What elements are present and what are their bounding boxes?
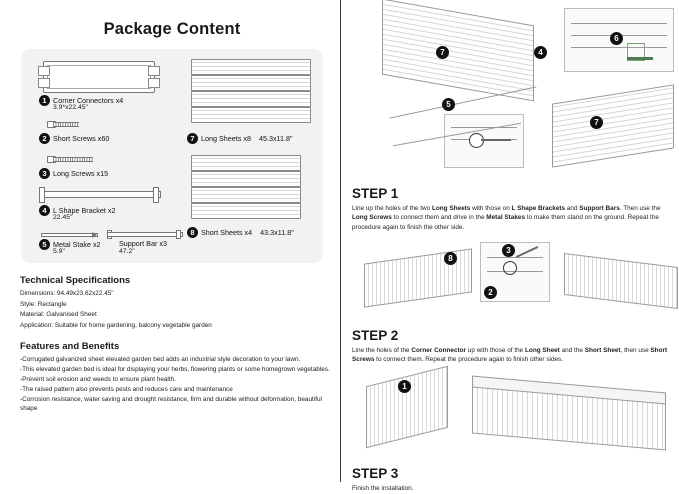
part-dimension-6: 47.2": [119, 248, 135, 255]
page-title: Package Content: [103, 20, 241, 38]
long-sheet-illustration: [191, 107, 311, 123]
features-and-benefits: [20, 341, 330, 414]
part-number-badge: 3: [39, 168, 50, 179]
long-sheet-illustration: [191, 59, 311, 75]
part-label: Short Sheets x4: [201, 228, 253, 237]
callout-4: 4: [534, 46, 547, 59]
part-label: Support Bar x3: [119, 239, 167, 248]
l-bracket-illustration: [39, 187, 159, 201]
long-sheet-right: [564, 253, 678, 309]
part-label: Short Screws x60: [53, 134, 110, 143]
long-sheet-illustration: [191, 75, 311, 91]
left-column: [0, 0, 340, 482]
long-screw-illustration: [47, 156, 95, 161]
spec-line: Dimensions: 94.49x23.62x22.45": [20, 290, 114, 297]
part-dimension-7: 45.3x11.8": [258, 134, 293, 143]
part-item-8: [187, 227, 294, 238]
feature-line: -Prevent soil erosion and weeds to ensure plant health.: [20, 375, 176, 383]
part-number-badge: 1: [39, 95, 50, 106]
feature-line: -The raised pattern also prevents pests and reduces care and maintenance: [20, 385, 233, 393]
callout-8: 8: [444, 252, 457, 265]
callout-2: 2: [484, 286, 497, 299]
feature-line: -Corrugated galvanized sheet elevated garden bed adds an industrial style decoration to your lawn.: [20, 355, 301, 363]
step1-figure: [352, 6, 669, 182]
short-sheet-illustration: [191, 187, 301, 203]
package-content-panel: [21, 49, 323, 263]
part-dimension-8: 43.3x11.8": [260, 228, 294, 237]
part-dimension-4: 22.45": [53, 214, 73, 221]
spec-line: Application: Suitable for home gardening, balcony vegetable garden: [20, 321, 212, 329]
part-label: Long Sheets x8: [201, 134, 251, 143]
detail-panel-stake: [444, 114, 524, 168]
step2-figure: [352, 238, 669, 324]
long-sheet-wall-right: [552, 84, 674, 167]
part-number-badge: 4: [39, 205, 50, 216]
part-label: Long Screws x15: [53, 169, 109, 178]
feature-line: -This elevated garden bed is ideal for displaying your herbs, flowering plants or some homegrown vegetables.: [20, 365, 330, 373]
callout-5: 5: [442, 98, 455, 111]
part-label: L Shape Bracket x2: [53, 206, 116, 215]
short-screw-illustration: [47, 121, 81, 126]
assembled-bed-corner: [366, 366, 448, 448]
short-sheet-illustration: [191, 171, 301, 187]
part-item-6: [119, 239, 167, 248]
features-heading: Features and Benefits: [20, 340, 120, 352]
callout-7b: 7: [590, 116, 603, 129]
part-dimension-5: 5.9": [53, 248, 65, 255]
part-number-badge: 5: [39, 239, 50, 250]
step-3-heading: STEP 3: [352, 466, 399, 482]
support-bar-illustration: [107, 230, 181, 237]
callout-7a: 7: [436, 46, 449, 59]
callout-1: 1: [398, 380, 411, 393]
feature-line: -Corrosion resistance, water saving and drought resistance, firm and durable without deformation, beautiful shape: [20, 396, 322, 412]
step-3-text: Finish the installation.: [352, 485, 414, 493]
corner-connector-illustration: [43, 61, 155, 93]
callout-3: 3: [502, 244, 515, 257]
part-label: Corner Connectors x4: [53, 96, 124, 105]
long-sheet-illustration: [191, 91, 311, 107]
part-item-7: [187, 133, 293, 144]
technical-specifications: [20, 275, 330, 331]
part-dimension-1: 3.9*x22.45": [53, 104, 88, 111]
part-item-2: [39, 133, 109, 144]
step3-figure: [352, 370, 669, 462]
technical-specifications-heading: Technical Specifications: [20, 275, 131, 286]
long-sheet-wall-left: [382, 0, 534, 101]
spec-line: Material: Galvanised Sheet: [20, 311, 97, 319]
step-2-text: Line the holes of the Corner Connector up with those of the Long Sheet and the Short Sheet, then use Short Screws to connect them. Repeat the procedure again to finish other sides.: [352, 346, 668, 364]
short-sheet-illustration: [191, 155, 301, 171]
part-number-badge: 2: [39, 133, 50, 144]
step-1-heading: STEP 1: [352, 186, 399, 201]
metal-stake-illustration: [41, 231, 96, 237]
short-sheet-illustration: [191, 203, 301, 219]
step-2-heading: STEP 2: [352, 327, 399, 343]
part-label: Metal Stake x2: [53, 240, 101, 249]
callout-6: 6: [610, 32, 623, 45]
step-1-text: Line up the holes of the two Long Sheets with those on L Shape Brackets and Support Bars. Then use the Long Screws to connect them and drive in the Metal Stakes to make them stand on the ground. Repeat the procedure again to finish the other side.: [352, 205, 661, 231]
right-column: [340, 0, 679, 493]
part-item-3: [39, 168, 108, 179]
spec-line: Style: Rectangle: [20, 300, 67, 308]
part-number-badge: 7: [187, 133, 198, 144]
part-number-badge: 8: [187, 227, 198, 238]
part-item-4: [39, 205, 115, 216]
part-item-5: [39, 239, 101, 250]
